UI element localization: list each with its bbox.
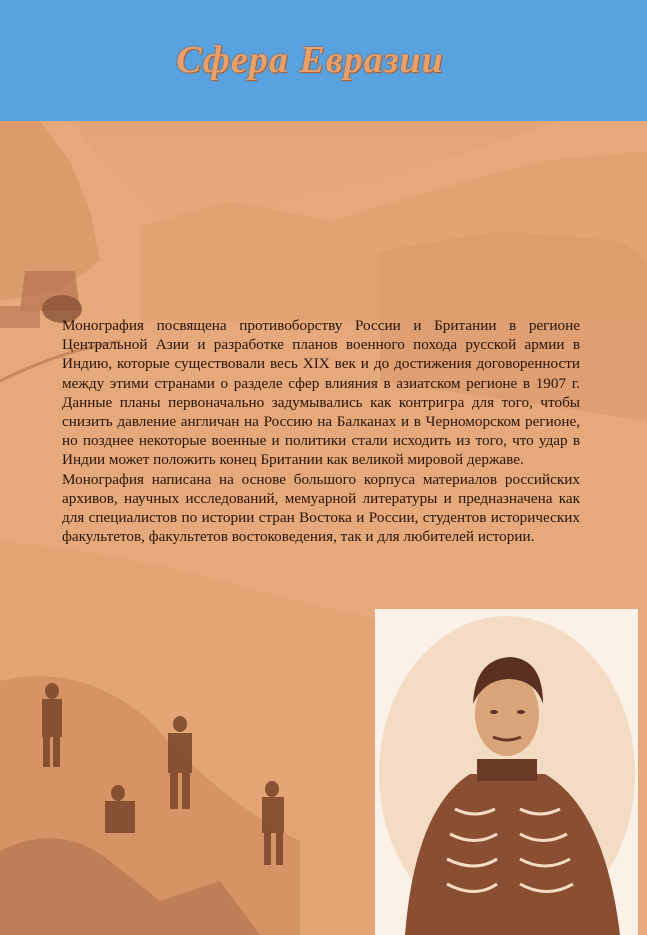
- annotation-paragraph-2: Монография написана на основе большого корпуса материалов российских архивов, научных исследований, мемуарной литературы и предназначена как для специалистов по истории стран Востока и России, студентов исторических факультетов, факультетов востоковедения, так и для любителей истории.: [62, 470, 580, 546]
- annotation-text: [62, 316, 580, 546]
- officer-portrait: [375, 609, 638, 935]
- series-title: Сфера Евразии: [176, 39, 444, 81]
- annotation-paragraph-1: Монография посвящена противоборству России и Британии в регионе Центральной Азии и разработке планов военного похода русской армии в Индию, которые существовали весь XIX век и до достижения договоренности между этими странами о разделе сфер влияния в азиатском регионе в 1907 г. Данные планы первоначально задумывались как контригра для того, чтобы снизить давление англичан на Россию на Балканах и в Черноморском регионе, но позднее некоторые военные и политики стали исходить из того, что удар в Индии может положить конец Британии как великой мировой державе.: [62, 317, 580, 469]
